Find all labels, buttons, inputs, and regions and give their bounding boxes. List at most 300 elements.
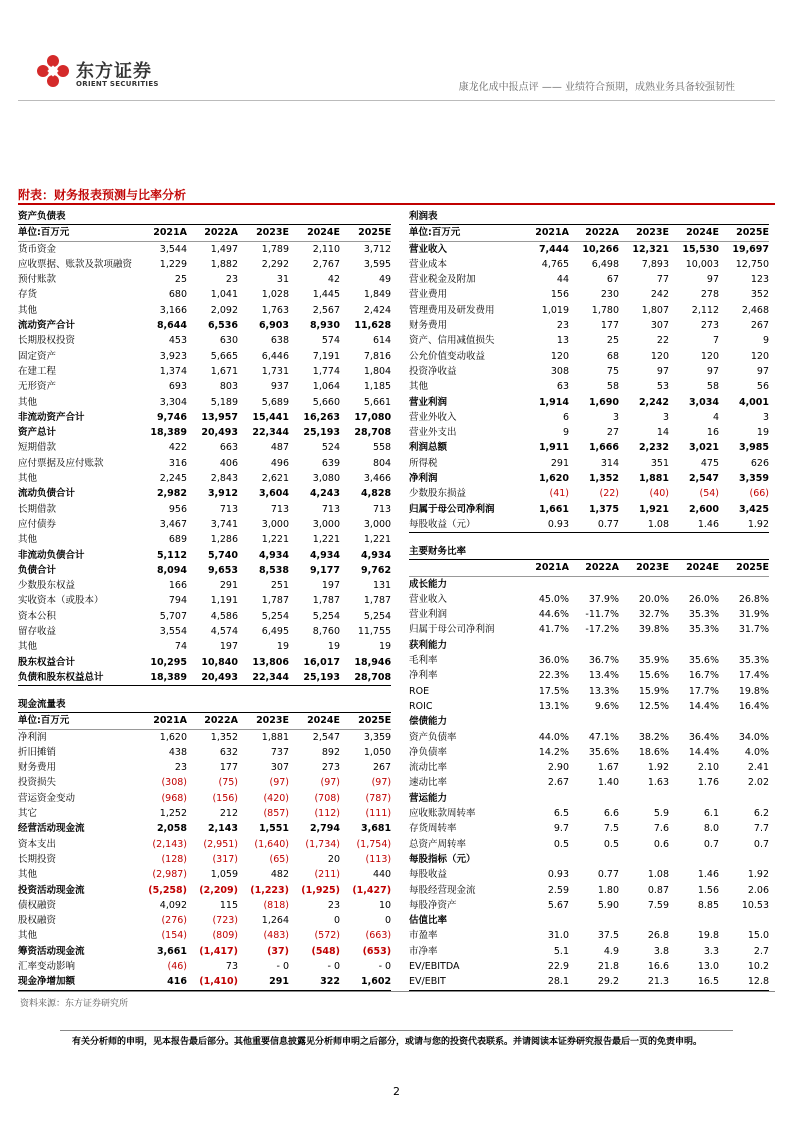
value-cell: 4.9 xyxy=(603,945,619,957)
value-cell: 1.56 xyxy=(697,884,719,896)
value-cell: 2,621 xyxy=(261,473,289,485)
table-row xyxy=(409,775,769,790)
value-cell: (653) xyxy=(362,945,392,957)
value-cell: 1.40 xyxy=(597,777,619,789)
value-cell: 26.0% xyxy=(688,593,719,605)
value-cell: 1,666 xyxy=(588,442,619,454)
table-row xyxy=(18,944,391,959)
row-label: 其他 xyxy=(18,534,38,546)
value-cell: 44.0% xyxy=(538,731,569,743)
table-row xyxy=(409,944,769,959)
value-cell: (37) xyxy=(267,945,289,957)
value-cell: 2,245 xyxy=(159,473,187,485)
value-cell: 230 xyxy=(600,289,619,301)
value-cell: 11,628 xyxy=(354,320,392,332)
table-row xyxy=(409,303,769,318)
value-cell: 32.7% xyxy=(638,609,669,621)
value-cell: 574 xyxy=(321,335,340,347)
value-cell: 14.4% xyxy=(688,700,719,712)
value-cell: 35.3% xyxy=(688,624,719,636)
table-row xyxy=(409,395,769,410)
year-header: 2021A xyxy=(136,225,187,241)
value-cell: 22,344 xyxy=(252,427,289,439)
value-cell: 803 xyxy=(219,381,238,393)
value-cell xyxy=(569,913,619,928)
row-label: 营业外支出 xyxy=(409,427,457,439)
value-cell: 3,166 xyxy=(159,304,187,316)
value-cell: 19,697 xyxy=(732,243,770,255)
table-row xyxy=(409,592,769,607)
row-label: 营运能力 xyxy=(409,792,448,804)
table-row xyxy=(409,974,769,990)
row-label: 速动比率 xyxy=(409,777,448,789)
table-row xyxy=(409,653,769,668)
table-row xyxy=(18,548,391,563)
value-cell: (128) xyxy=(161,853,187,865)
value-cell: 3 xyxy=(762,411,770,423)
table-row xyxy=(409,517,769,533)
value-cell: 5.67 xyxy=(547,899,569,911)
value-cell: 291 xyxy=(238,974,289,990)
value-cell: 34.0% xyxy=(738,731,770,743)
value-cell: 4,574 xyxy=(210,626,238,638)
row-label: 长期投资 xyxy=(18,853,57,865)
value-cell: (809) xyxy=(212,930,238,942)
table-row xyxy=(409,287,769,302)
value-cell: 316 xyxy=(168,457,187,469)
value-cell: 166 xyxy=(168,580,187,592)
row-label: 营业利润 xyxy=(409,609,448,621)
value-cell: 1,286 xyxy=(210,534,238,546)
value-cell: 1.67 xyxy=(597,762,619,774)
value-cell xyxy=(519,714,569,729)
value-cell: 267 xyxy=(750,320,770,332)
category-row xyxy=(409,913,769,928)
row-label: 汇率变动影响 xyxy=(18,961,76,973)
value-cell: 3,304 xyxy=(159,396,187,408)
value-cell: 1,264 xyxy=(261,915,289,927)
table-header-row xyxy=(409,225,769,241)
value-cell: (483) xyxy=(263,930,289,942)
value-cell xyxy=(569,714,619,729)
value-cell: 2,112 xyxy=(691,304,719,316)
value-cell: (723) xyxy=(212,915,238,927)
value-cell: 2.06 xyxy=(747,884,770,896)
value-cell: 2,292 xyxy=(261,258,289,270)
table-row xyxy=(18,624,391,639)
value-cell: -11.7% xyxy=(585,609,619,621)
value-cell xyxy=(669,791,719,806)
value-cell xyxy=(719,852,769,867)
value-cell: (5,258) xyxy=(148,884,187,896)
value-cell: 4,243 xyxy=(309,488,340,500)
row-label: 少数股东损益 xyxy=(409,488,467,500)
value-cell: 630 xyxy=(219,335,238,347)
row-label: 每股收益 xyxy=(409,869,448,881)
value-cell: 7.5 xyxy=(603,823,619,835)
value-cell: (1,925) xyxy=(301,884,340,896)
year-header: 2024E xyxy=(669,560,719,576)
value-cell: 1,352 xyxy=(210,731,238,743)
value-cell: 97 xyxy=(706,365,719,377)
table-row xyxy=(18,806,391,821)
table-row xyxy=(18,867,391,882)
value-cell: 1,374 xyxy=(159,365,187,377)
value-cell: 1,602 xyxy=(340,974,391,990)
value-cell: (317) xyxy=(212,853,238,865)
value-cell: 438 xyxy=(168,746,187,758)
value-cell xyxy=(669,638,719,653)
value-cell: 1.08 xyxy=(647,869,669,881)
value-cell xyxy=(619,714,669,729)
value-cell: 1,064 xyxy=(312,381,340,393)
value-cell: 20,493 xyxy=(201,427,238,439)
row-label: 营业收入 xyxy=(409,593,448,605)
value-cell: 17.5% xyxy=(538,685,569,697)
year-header: 2021A xyxy=(519,225,569,241)
row-label: EV/EBITDA xyxy=(409,961,460,973)
value-cell: 3.8 xyxy=(653,945,669,957)
value-cell: 197 xyxy=(321,580,340,592)
value-cell: 558 xyxy=(372,442,392,454)
row-label: 每股指标（元） xyxy=(409,853,476,865)
value-cell: 314 xyxy=(600,457,619,469)
value-cell: 1.76 xyxy=(697,777,719,789)
value-cell: (1,734) xyxy=(305,838,340,850)
value-cell: 12.8 xyxy=(719,974,769,990)
value-cell: 1.92 xyxy=(719,517,769,533)
value-cell: 4.0% xyxy=(744,746,770,758)
row-label: 存货 xyxy=(18,289,38,301)
value-cell: 2,600 xyxy=(688,503,719,515)
value-cell: 58 xyxy=(706,381,719,393)
unit-label: 单位:百万元 xyxy=(18,225,136,241)
value-cell: 4,828 xyxy=(361,488,392,500)
table-row xyxy=(409,333,769,348)
value-cell: 251 xyxy=(270,580,289,592)
row-label: 投资损失 xyxy=(18,777,57,789)
row-label: 总资产周转率 xyxy=(409,838,467,850)
value-cell: 5,689 xyxy=(261,396,289,408)
value-cell: 440 xyxy=(372,869,392,881)
value-cell: (787) xyxy=(365,792,392,804)
table-title-row xyxy=(18,697,391,713)
table-row xyxy=(18,333,391,348)
row-label: 其他 xyxy=(18,869,38,881)
value-cell xyxy=(519,791,569,806)
row-label: 应付票据及应付账款 xyxy=(18,457,104,469)
table-header-row xyxy=(18,225,391,241)
row-label: 财务费用 xyxy=(18,762,57,774)
value-cell: 5,254 xyxy=(312,610,340,622)
value-cell: (40) xyxy=(649,488,669,500)
row-label: 在建工程 xyxy=(18,365,57,377)
value-cell: 2,794 xyxy=(309,823,340,835)
table-title-row xyxy=(409,209,769,225)
value-cell: 4,934 xyxy=(258,549,289,561)
value-cell: 6 xyxy=(562,411,569,423)
value-cell: 13,957 xyxy=(201,411,238,423)
value-cell: 3,467 xyxy=(159,518,187,530)
table-row xyxy=(18,486,391,501)
value-cell: (663) xyxy=(365,930,392,942)
value-cell: (66) xyxy=(749,488,770,500)
row-label: 现金净增加额 xyxy=(18,974,136,990)
value-cell: 3,021 xyxy=(688,442,719,454)
value-cell: 13.3% xyxy=(588,685,619,697)
table-row xyxy=(409,867,769,882)
value-cell: 12.5% xyxy=(638,700,669,712)
row-label: 净利润 xyxy=(409,473,438,485)
title-divider xyxy=(18,203,775,205)
value-cell: 25 xyxy=(606,335,619,347)
year-header: 2025E xyxy=(719,560,769,576)
value-cell: 77 xyxy=(656,274,669,286)
table-row xyxy=(409,502,769,517)
value-cell: 10,003 xyxy=(685,258,719,270)
row-label: 流动资产合计 xyxy=(18,320,76,332)
value-cell xyxy=(569,791,619,806)
table-row xyxy=(18,928,391,943)
value-cell: 3,359 xyxy=(738,473,770,485)
table-row xyxy=(18,318,391,333)
category-row xyxy=(409,714,769,729)
value-cell: 9,762 xyxy=(361,564,392,576)
value-cell: 524 xyxy=(321,442,340,454)
row-label: 资产、信用减值损失 xyxy=(409,335,495,347)
table-row xyxy=(18,563,391,578)
value-cell: 1,914 xyxy=(538,396,569,408)
value-cell: 212 xyxy=(219,808,238,820)
value-cell: 74 xyxy=(174,641,187,653)
value-cell: 58 xyxy=(606,381,619,393)
table-row xyxy=(18,425,391,440)
value-cell: 1,185 xyxy=(363,381,392,393)
header-divider xyxy=(18,100,775,101)
value-cell: 1,041 xyxy=(210,289,238,301)
table-row xyxy=(409,486,769,501)
value-cell: 25,193 xyxy=(289,670,340,686)
value-cell: 2.7 xyxy=(753,945,770,957)
value-cell: 1,787 xyxy=(261,595,289,607)
table-row xyxy=(409,622,769,637)
row-label: 营业利润 xyxy=(409,396,448,408)
value-cell: 97 xyxy=(706,274,719,286)
value-cell: 1,911 xyxy=(538,442,569,454)
table-row xyxy=(409,821,769,836)
value-cell: 7.6 xyxy=(653,823,669,835)
value-cell: 2.59 xyxy=(547,884,569,896)
cashflow-table xyxy=(18,697,391,991)
value-cell: 23 xyxy=(556,320,569,332)
value-cell: 23 xyxy=(174,762,187,774)
value-cell: 1,229 xyxy=(159,258,187,270)
value-cell: 18,389 xyxy=(150,427,187,439)
value-cell: 11,755 xyxy=(357,626,392,638)
value-cell: -17.2% xyxy=(585,624,619,636)
unit-label xyxy=(409,560,519,576)
value-cell: 3,080 xyxy=(312,473,340,485)
row-label: 营业成本 xyxy=(409,258,448,270)
value-cell: 3,923 xyxy=(159,350,187,362)
value-cell: 713 xyxy=(321,503,340,515)
page-number: 2 xyxy=(393,1085,400,1098)
row-label: 其他 xyxy=(18,930,38,942)
value-cell: 0.93 xyxy=(519,517,569,533)
value-cell: 5,254 xyxy=(261,610,289,622)
value-cell: 1,352 xyxy=(588,473,619,485)
value-cell: 2,110 xyxy=(312,243,340,255)
row-label: 实收资本（或股本） xyxy=(18,595,104,607)
value-cell: (420) xyxy=(263,792,289,804)
value-cell: 22,344 xyxy=(238,670,289,686)
value-cell: 10,840 xyxy=(201,656,238,668)
value-cell: 37.9% xyxy=(588,593,619,605)
table-row xyxy=(18,883,391,898)
table-row xyxy=(409,272,769,287)
value-cell: 0.7 xyxy=(703,838,719,850)
table-row xyxy=(18,272,391,287)
table-title-row xyxy=(409,544,769,560)
value-cell: (2,143) xyxy=(152,838,187,850)
value-cell: 3 xyxy=(662,411,669,423)
value-cell: 56 xyxy=(756,381,770,393)
value-cell: 3,425 xyxy=(738,503,770,515)
value-cell: (1,223) xyxy=(250,884,289,896)
table-row xyxy=(18,729,391,745)
value-cell: 28.1 xyxy=(519,974,569,990)
value-cell: (46) xyxy=(167,961,187,973)
value-cell: 1,881 xyxy=(261,731,289,743)
table-row xyxy=(18,364,391,379)
value-cell: 307 xyxy=(650,320,669,332)
value-cell: 1.46 xyxy=(669,517,719,533)
table-row xyxy=(409,760,769,775)
value-cell: 20,493 xyxy=(187,670,238,686)
value-cell: 713 xyxy=(219,503,238,515)
year-header: 2025E xyxy=(719,225,769,241)
value-cell: 3,912 xyxy=(207,488,238,500)
value-cell: 16,263 xyxy=(303,411,340,423)
value-cell: 794 xyxy=(168,595,187,607)
value-cell: 27 xyxy=(606,427,619,439)
value-cell: 5,740 xyxy=(207,549,238,561)
value-cell: (276) xyxy=(161,915,187,927)
value-cell: 5,112 xyxy=(156,549,187,561)
disclaimer: 有关分析师的申明，见本报告最后部分。其他重要信息披露见分析师申明之后部分，或请与您的投资代表联系。并请阅读本证券研究报告最后一页的免责申明。 xyxy=(72,1037,703,1047)
row-label: ROIC xyxy=(409,700,433,712)
value-cell: (113) xyxy=(365,853,392,865)
table-row xyxy=(18,593,391,608)
value-cell: 1.92 xyxy=(747,869,770,881)
value-cell: - 0 xyxy=(276,961,289,973)
value-cell: (97) xyxy=(269,777,289,789)
table-row xyxy=(409,959,769,974)
table-row xyxy=(18,791,391,806)
value-cell: 1,620 xyxy=(159,731,187,743)
value-cell: (968) xyxy=(161,792,187,804)
value-cell: 3 xyxy=(612,411,619,423)
value-cell: 177 xyxy=(600,320,619,332)
value-cell: 9.7 xyxy=(553,823,569,835)
value-cell xyxy=(719,714,769,729)
value-cell: 416 xyxy=(136,974,187,990)
value-cell: 2,143 xyxy=(207,823,238,835)
table-row xyxy=(18,655,391,670)
value-cell: 322 xyxy=(289,974,340,990)
value-cell: 26.8 xyxy=(647,930,669,942)
value-cell: 19.8% xyxy=(738,685,770,697)
value-cell: 267 xyxy=(372,762,392,774)
value-cell: 3,595 xyxy=(363,258,392,270)
category-row xyxy=(409,576,769,592)
value-cell: 10,266 xyxy=(582,243,619,255)
row-label: 营业外收入 xyxy=(409,411,457,423)
value-cell: 3,604 xyxy=(258,488,289,500)
value-cell: 1.92 xyxy=(647,762,669,774)
row-label: 长期股权投资 xyxy=(18,335,76,347)
row-label: 非流动资产合计 xyxy=(18,411,85,423)
value-cell: 1,028 xyxy=(261,289,289,301)
table-row xyxy=(409,456,769,471)
row-label: 应收账款周转率 xyxy=(409,808,476,820)
value-cell: 18,389 xyxy=(136,670,187,686)
value-cell: (97) xyxy=(320,777,340,789)
value-cell: 1,807 xyxy=(641,304,669,316)
row-label: 公允价值变动收益 xyxy=(409,350,486,362)
value-cell: 5,254 xyxy=(363,610,392,622)
row-label: 短期借款 xyxy=(18,442,57,454)
value-cell: 28,708 xyxy=(340,670,391,686)
value-cell: 7.7 xyxy=(753,823,770,835)
logo-cn: 东方证券 xyxy=(76,61,152,82)
value-cell xyxy=(619,791,669,806)
row-label: 营业收入 xyxy=(409,243,448,255)
row-label: 无形资产 xyxy=(18,381,57,393)
value-cell: 22.9 xyxy=(547,961,569,973)
value-cell: 4,586 xyxy=(210,610,238,622)
table-row xyxy=(409,745,769,760)
value-cell: 115 xyxy=(219,899,238,911)
value-cell: 68 xyxy=(606,350,619,362)
value-cell: 4,934 xyxy=(361,549,392,561)
value-cell: 8,538 xyxy=(258,564,289,576)
source-note: 资料来源：东方证券研究所 xyxy=(20,999,129,1009)
value-cell: 1.46 xyxy=(697,869,719,881)
value-cell: 17.7% xyxy=(688,685,719,697)
value-cell: 10.53 xyxy=(741,899,770,911)
row-label: 经营活动现金流 xyxy=(18,823,85,835)
year-header: 2024E xyxy=(289,713,340,729)
value-cell: 156 xyxy=(550,289,569,301)
financial-ratios-table xyxy=(409,544,769,991)
value-cell: 20 xyxy=(327,853,340,865)
row-label: EV/EBIT xyxy=(409,974,519,990)
value-cell: 28,708 xyxy=(354,427,392,439)
year-header: 2025E xyxy=(340,225,391,241)
value-cell: 16.6 xyxy=(647,961,669,973)
value-cell: 10,295 xyxy=(150,656,187,668)
value-cell: 15.9% xyxy=(638,685,669,697)
value-cell: 2.02 xyxy=(747,777,770,789)
value-cell: 713 xyxy=(270,503,289,515)
table-row xyxy=(18,379,391,394)
row-label: 股权融资 xyxy=(18,915,57,927)
value-cell: 308 xyxy=(550,365,569,377)
value-cell: 3,554 xyxy=(159,626,187,638)
value-cell: 14 xyxy=(656,427,669,439)
value-cell: 2,092 xyxy=(210,304,238,316)
